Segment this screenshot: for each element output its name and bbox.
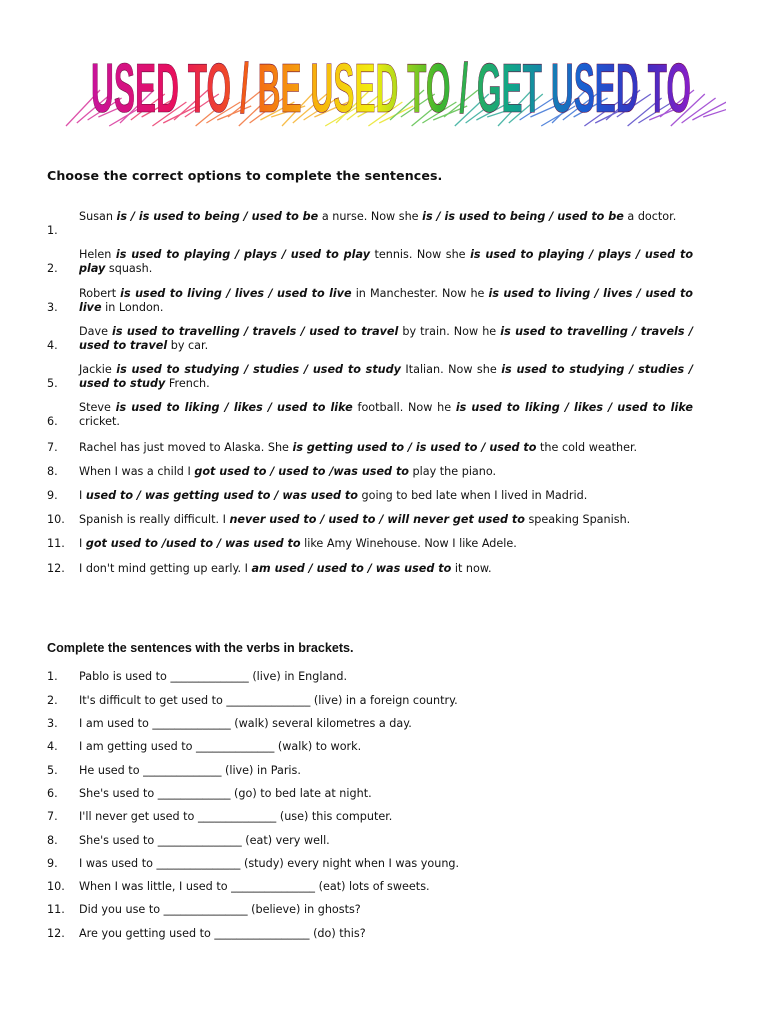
answer-options[interactable]: is used to playing / plays / used to play (115, 248, 370, 261)
gap-fill-sentence[interactable]: Did you use to _______________ (believe) in ghosts? (79, 903, 361, 916)
rainbow-title-art (56, 38, 726, 130)
item-number: 12. (47, 927, 65, 940)
item-number: 4. (47, 740, 58, 753)
answer-options[interactable]: is used to liking / likes / used to like (115, 401, 353, 414)
instruction-choose: Choose the correct options to complete the sentences. (47, 168, 443, 183)
item-sentence (79, 401, 693, 429)
item-number: 2. (47, 694, 58, 707)
item-number: 3. (47, 301, 58, 314)
gap-fill-sentence[interactable]: I was used to _______________ (study) every night when I was young. (79, 857, 460, 870)
item-number: 11. (47, 903, 65, 916)
gap-fill-sentence[interactable]: I am getting used to ______________ (walk) to work. (79, 740, 362, 753)
answer-options[interactable]: is used to travelling / travels / used to travel (112, 325, 399, 338)
sentence-text: Steve (79, 401, 116, 414)
answer-options[interactable]: am used / used to / was used to (251, 562, 452, 575)
item-number: 6. (47, 415, 58, 428)
sentence-text: French. (165, 377, 210, 390)
item-number: 8. (47, 465, 58, 478)
answer-options[interactable]: is used to liking / likes / used to like (455, 401, 693, 414)
instruction-complete: Complete the sentences with the verbs in brackets. (47, 641, 354, 655)
sentence-text: going to bed late when I lived in Madrid. (357, 489, 588, 502)
sentence-text: in London. (101, 301, 164, 314)
item-number: 4. (47, 339, 58, 352)
sentence-text: it now. (451, 562, 492, 575)
item-sentence (79, 287, 693, 315)
sentence-text: I (79, 489, 86, 502)
sentence-text: Spanish is really difficult. I (79, 513, 230, 526)
item-number: 1. (47, 670, 58, 683)
item-number: 11. (47, 537, 65, 550)
answer-options[interactable]: is used to travelling / travels / used to travel (79, 325, 694, 352)
answer-options[interactable]: is used to living / lives / used to live (79, 287, 693, 314)
answer-options[interactable]: is used to playing / plays / used to play (79, 248, 694, 275)
sentence-text: by car. (167, 339, 209, 352)
gap-fill-sentence[interactable]: She's used to _____________ (go) to bed late at night. (79, 787, 372, 800)
sentence-text: When I was a child I (79, 465, 195, 478)
gap-fill-sentence[interactable]: Are you getting used to _________________ (do) this? (79, 927, 366, 940)
gap-fill-sentence[interactable]: He used to ______________ (live) in Paris. (79, 764, 301, 777)
sentence-text: like Amy Winehouse. Now I like Adele. (300, 537, 517, 550)
item-number: 10. (47, 513, 65, 526)
answer-options[interactable]: is used to studying / studies / used to study (79, 363, 694, 390)
sentence-text: I don't mind getting up early. I (79, 562, 252, 575)
sentence-text: Robert (79, 287, 121, 300)
answer-options[interactable]: is / is used to being / used to be (422, 210, 624, 223)
answer-options[interactable]: used to / was getting used to / was used to (85, 489, 358, 502)
item-number: 9. (47, 489, 58, 502)
item-sentence (79, 489, 693, 503)
sentence-text: tennis. Now she (369, 248, 471, 261)
sentence-text: squash. (105, 262, 153, 275)
sentence-text: the cold weather. (536, 441, 638, 454)
sentence-text: Italian. Now she (400, 363, 502, 376)
item-sentence (79, 465, 693, 479)
answer-options[interactable]: is used to studying / studies / used to study (116, 363, 401, 376)
gap-fill-sentence[interactable]: I'll never get used to ______________ (use) this computer. (79, 810, 393, 823)
sentence-text: in Manchester. Now he (351, 287, 489, 300)
answer-options[interactable]: never used to / used to / will never get used to (229, 513, 525, 526)
sentence-text: Dave (79, 325, 113, 338)
item-number: 12. (47, 562, 65, 575)
gap-fill-sentence[interactable]: I am used to ______________ (walk) several kilometres a day. (79, 717, 412, 730)
item-sentence (79, 562, 693, 576)
item-number: 5. (47, 764, 58, 777)
item-sentence (79, 441, 693, 455)
item-number: 7. (47, 441, 58, 454)
sentence-text: a doctor. (623, 210, 677, 223)
gap-fill-sentence[interactable]: She's used to _______________ (eat) very well. (79, 834, 330, 847)
item-sentence (79, 325, 693, 353)
sentence-text: football. Now he (352, 401, 456, 414)
gap-fill-sentence[interactable]: Pablo is used to ______________ (live) in England. (79, 670, 348, 683)
sentence-text: speaking Spanish. (524, 513, 631, 526)
sentence-text: a nurse. Now she (318, 210, 423, 223)
item-number: 9. (47, 857, 58, 870)
sentence-text: I (79, 537, 86, 550)
item-sentence (79, 537, 693, 551)
sentence-text: Rachel has just moved to Alaska. She (79, 441, 293, 454)
sentence-text: Susan (79, 210, 117, 223)
answer-options[interactable]: is used to living / lives / used to live (120, 287, 352, 300)
item-sentence (79, 513, 693, 527)
gap-fill-sentence[interactable]: When I was little, I used to _______________ (eat) lots of sweets. (79, 880, 430, 893)
sentence-text: Jackie (79, 363, 117, 376)
sentence-text: by train. Now he (398, 325, 501, 338)
gap-fill-sentence[interactable]: It's difficult to get used to _______________ (live) in a foreign country. (79, 694, 458, 707)
item-number: 3. (47, 717, 58, 730)
title-text: USED TO / BE USED TO / GET USED TO (91, 49, 691, 127)
item-sentence (79, 248, 693, 276)
item-number: 5. (47, 377, 58, 390)
item-number: 6. (47, 787, 58, 800)
sentence-text: play the piano. (409, 465, 497, 478)
sentence-text: Helen (79, 248, 116, 261)
answer-options[interactable]: is getting used to / is used to / used to (292, 441, 537, 454)
worksheet-title (56, 38, 726, 130)
answer-options[interactable]: is / is used to being / used to be (116, 210, 319, 223)
item-number: 10. (47, 880, 65, 893)
sentence-text: cricket. (79, 415, 120, 428)
answer-options[interactable]: got used to / used to /was used to (194, 465, 409, 478)
item-number: 1. (47, 224, 58, 237)
item-sentence (79, 210, 693, 224)
item-number: 8. (47, 834, 58, 847)
item-sentence (79, 363, 693, 391)
item-number: 2. (47, 262, 58, 275)
answer-options[interactable]: got used to /used to / was used to (85, 537, 301, 550)
item-number: 7. (47, 810, 58, 823)
